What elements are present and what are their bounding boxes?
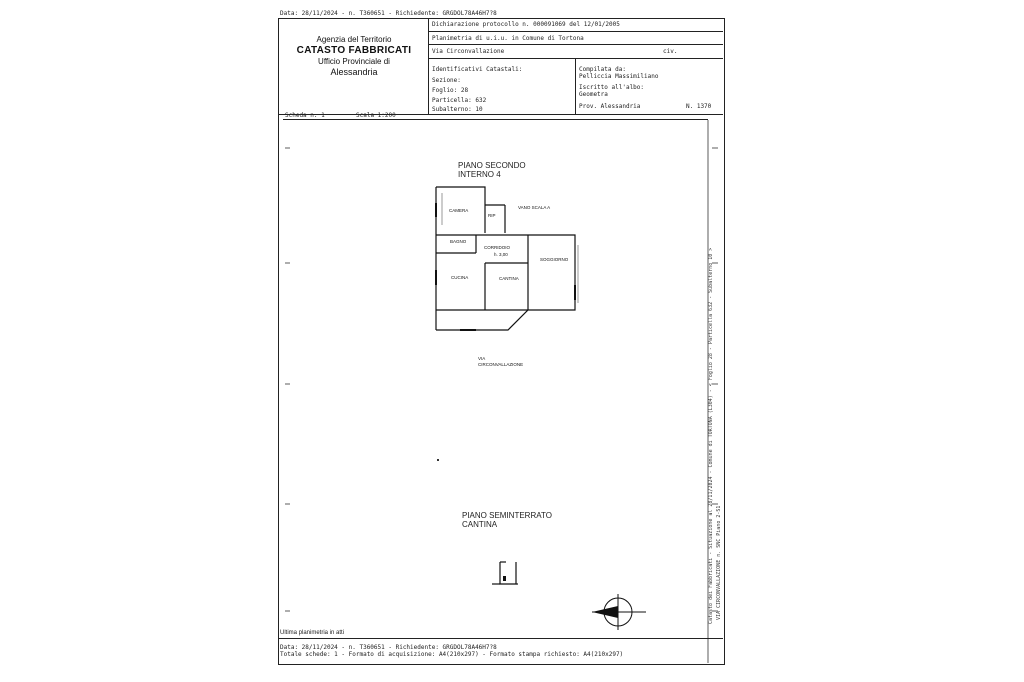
agency-line-4: Alessandria xyxy=(330,67,378,77)
room-label-bagno: BAGNO xyxy=(450,239,467,244)
prov-text: Prov. Alessandria xyxy=(579,103,641,110)
room-label-corridoio-height: h. 3,00 xyxy=(494,252,508,257)
room-label-camera: CAMERA xyxy=(449,208,469,213)
ultima-planimetria-text: Ultima planimetria in atti xyxy=(280,630,345,636)
via-text: Via Circonvallazione xyxy=(432,48,505,55)
agency-line-3: Ufficio Provinciale di xyxy=(318,57,390,66)
room-label-rip: RIP xyxy=(488,213,496,218)
plan-dot xyxy=(437,459,439,461)
room-label-corridoio: CORRIDOIO xyxy=(484,245,511,250)
basement-title: PIANO SEMINTERRATO xyxy=(462,511,552,520)
footer-formato-line: Totale schede: 1 - Formato di acquisizione: A4(210x297) - Formato stampa richiesto: A4(210x297) xyxy=(280,651,624,658)
north-arrow-icon xyxy=(588,592,650,632)
civ-text: civ. xyxy=(663,48,678,55)
subalterno-text: Subalterno: 10 xyxy=(432,106,483,113)
sidebar-situazione-text: Catasto dei Fabbricati - Situazione al 28/11/2024 - Comune di TORTONA (L304) - < Foglio 28 - Particella 632 - Subalterno 10 > xyxy=(708,247,714,624)
header-divider-vertical xyxy=(428,18,429,114)
street-name: CIRCONVALLAZIONE xyxy=(478,362,524,367)
professione-text: Geometra xyxy=(579,91,608,98)
planimetria-text: Planimetria di u.i.u. in Comune di Tortona xyxy=(432,35,584,42)
identificativi-title: Identificativi Catastali: xyxy=(432,66,523,73)
foglio-text: Foglio: 28 xyxy=(432,87,469,94)
agency-line-1: Agenzia del Territorio xyxy=(316,35,392,44)
sezione-text: Sezione: xyxy=(432,77,461,84)
footer-divider xyxy=(278,638,723,639)
room-label-cucina: CUCINA xyxy=(451,275,469,280)
compilatore-name: Pelliccia Massimiliano xyxy=(579,73,659,80)
numero-text: N. 1370 xyxy=(686,103,712,110)
floor-subtitle: INTERNO 4 xyxy=(458,170,501,179)
particella-text: Particella: 632 xyxy=(432,97,487,104)
scheda-text: Scheda n. 1 xyxy=(285,112,325,119)
room-label-vano-scala: VANO SCALA A xyxy=(518,205,551,210)
room-label-soggiorno: SOGGIORNO xyxy=(540,257,569,262)
top-stamp: Data: 28/11/2024 - n. T360651 - Richiedente: GRGDOL78A46H7?8 xyxy=(280,10,497,17)
header-divider-1 xyxy=(428,31,723,32)
basement-subtitle: CANTINA xyxy=(462,520,498,529)
cellar-drawing xyxy=(490,558,520,590)
scala-text: Scala 1:200 xyxy=(356,112,396,119)
agency-block xyxy=(280,34,428,78)
compilata-da-label: Compilata da: xyxy=(579,66,626,73)
agency-line-2: CATASTO FABBRICATI xyxy=(296,45,412,56)
sidebar-address-text: VIA CIRCONVALLAZIONE n. SNC Piano 2-S1 xyxy=(716,505,722,620)
footer-data-line: Data: 28/11/2024 - n. T360651 - Richiedente: GRGDOL78A46H7?8 xyxy=(280,644,497,651)
street-label: VIA xyxy=(478,356,486,361)
floor-title: PIANO SECONDO xyxy=(458,161,526,170)
header-divider-vertical-2 xyxy=(575,58,576,114)
header-divider-2 xyxy=(428,44,723,45)
room-label-cantina: CANTINA xyxy=(499,276,519,281)
dichiarazione-text: Dichiarazione protocollo n. 000091069 del 12/01/2005 xyxy=(432,21,620,28)
iscritto-label: Iscritto all'albo: xyxy=(579,84,645,91)
header-divider-bottom xyxy=(278,114,723,115)
